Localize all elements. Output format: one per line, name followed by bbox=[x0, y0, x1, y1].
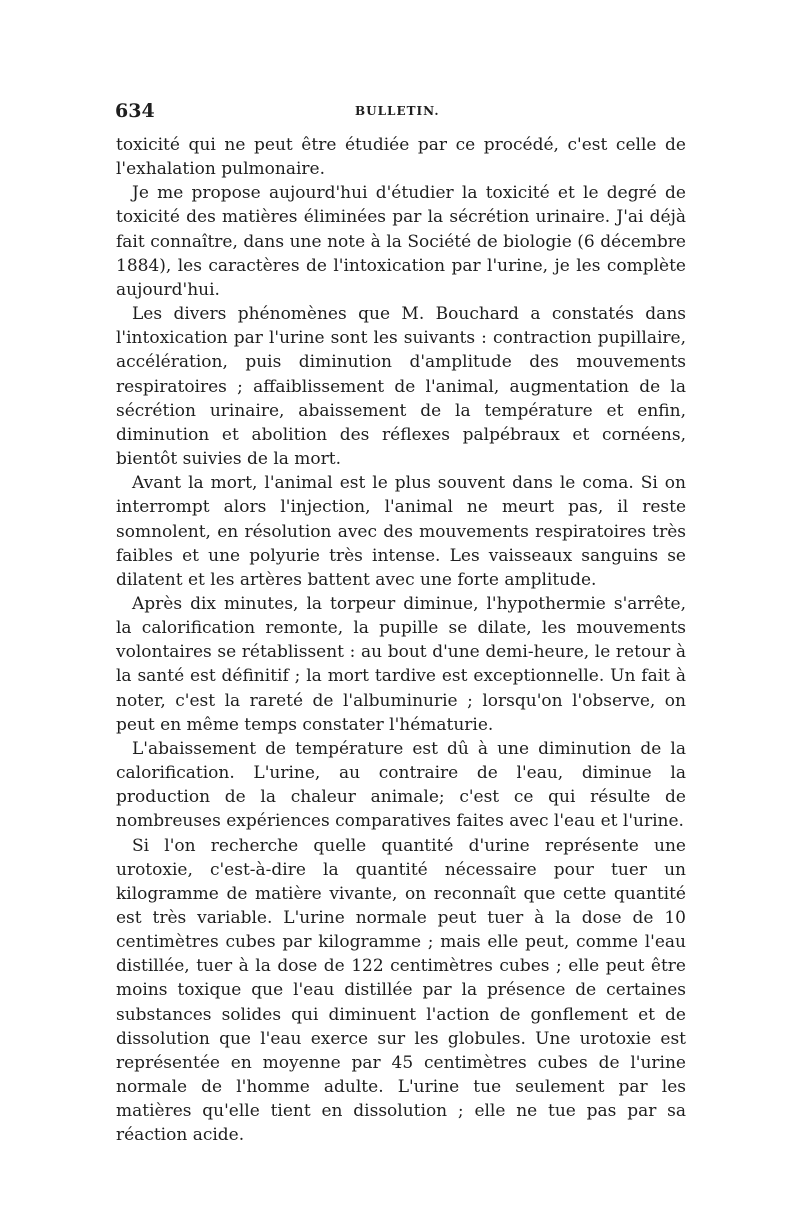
paragraph-continuation: toxicité qui ne peut être étudiée par ce procédé, c'est celle de l'exhalation pulmonaire. bbox=[116, 135, 686, 180]
paragraph: Après dix minutes, la torpeur diminue, l'hypothermie s'arrête, la calorification remonte, la pupille se dilate, les mouvements volontaires se rétablissent : au bout d'une demi-heure, le retour à la santé est définitif ; la mort tardive est exceptionnelle. Un fait à noter, c'est la rareté de l'albuminurie ; lorsqu'on l'observe, on peut en même temps constater l'hématurie. bbox=[116, 593, 686, 735]
paragraph: Avant la mort, l'animal est le plus souvent dans le coma. Si on interrompt alors l'injection, l'animal ne meurt pas, il reste somnolent, en résolution avec des mouvements respiratoires très faibles et une polyurie très intense. Les vaisseaux sanguins se dilatent et les artères battent avec une forte amplitude. bbox=[116, 473, 686, 590]
paragraph: Les divers phénomènes que M. Bouchard a constatés dans l'intoxication par l'urine sont les suivants : contraction pupillaire, accélération, puis diminution d'amplitude des mouvements respiratoires ; affaiblissement de l'animal, augmentation de la sécrétion urinaire, abaissement de la température et enfin, diminution et abolition des réflexes palpébraux et cornéens, bientôt suivies de la mort. bbox=[116, 304, 686, 470]
paragraph: L'abaissement de température est dû à une diminution de la calorification. L'urine, au contraire de l'eau, diminue la production de la chaleur animale; c'est ce qui résulte de nombreuses expériences comparatives faites avec l'eau et l'urine. bbox=[116, 738, 686, 832]
paragraph: Je me propose aujourd'hui d'étudier la toxicité et le degré de toxicité des matières éliminées par la sécrétion urinaire. J'ai déjà fait connaître, dans une note à la Société de biologie (6 décembre 1884), les caractères de l'intoxication par l'urine, je les complète aujourd'hui. bbox=[116, 183, 686, 300]
page-header bbox=[115, 100, 685, 128]
paragraph: Si l'on recherche quelle quantité d'urine représente une urotoxie, c'est-à-dire la quantité nécessaire pour tuer un kilogramme de matière vivante, on reconnaît que cette quantité est très variable. L'urine normale peut tuer à la dose de 10 centimètres cubes par kilogramme ; mais elle peut, comme l'eau distillée, tuer à la dose de 122 centimètres cubes ; elle peut être moins toxique que l'eau distillée par la présence de certaines substances solides qui diminuent l'action de gonflement et de dissolution que l'eau exerce sur les globules. Une urotoxie est représentée en moyenne par 45 centimètres cubes de l'urine normale de l'homme adulte. L'urine tue seulement par les matières qu'elle tient en dissolution ; elle ne tue pas par sa réaction acide. bbox=[116, 835, 686, 1146]
running-head: BULLETIN. bbox=[355, 104, 440, 118]
body-text bbox=[116, 133, 686, 1148]
page-number: 634 bbox=[115, 100, 155, 122]
